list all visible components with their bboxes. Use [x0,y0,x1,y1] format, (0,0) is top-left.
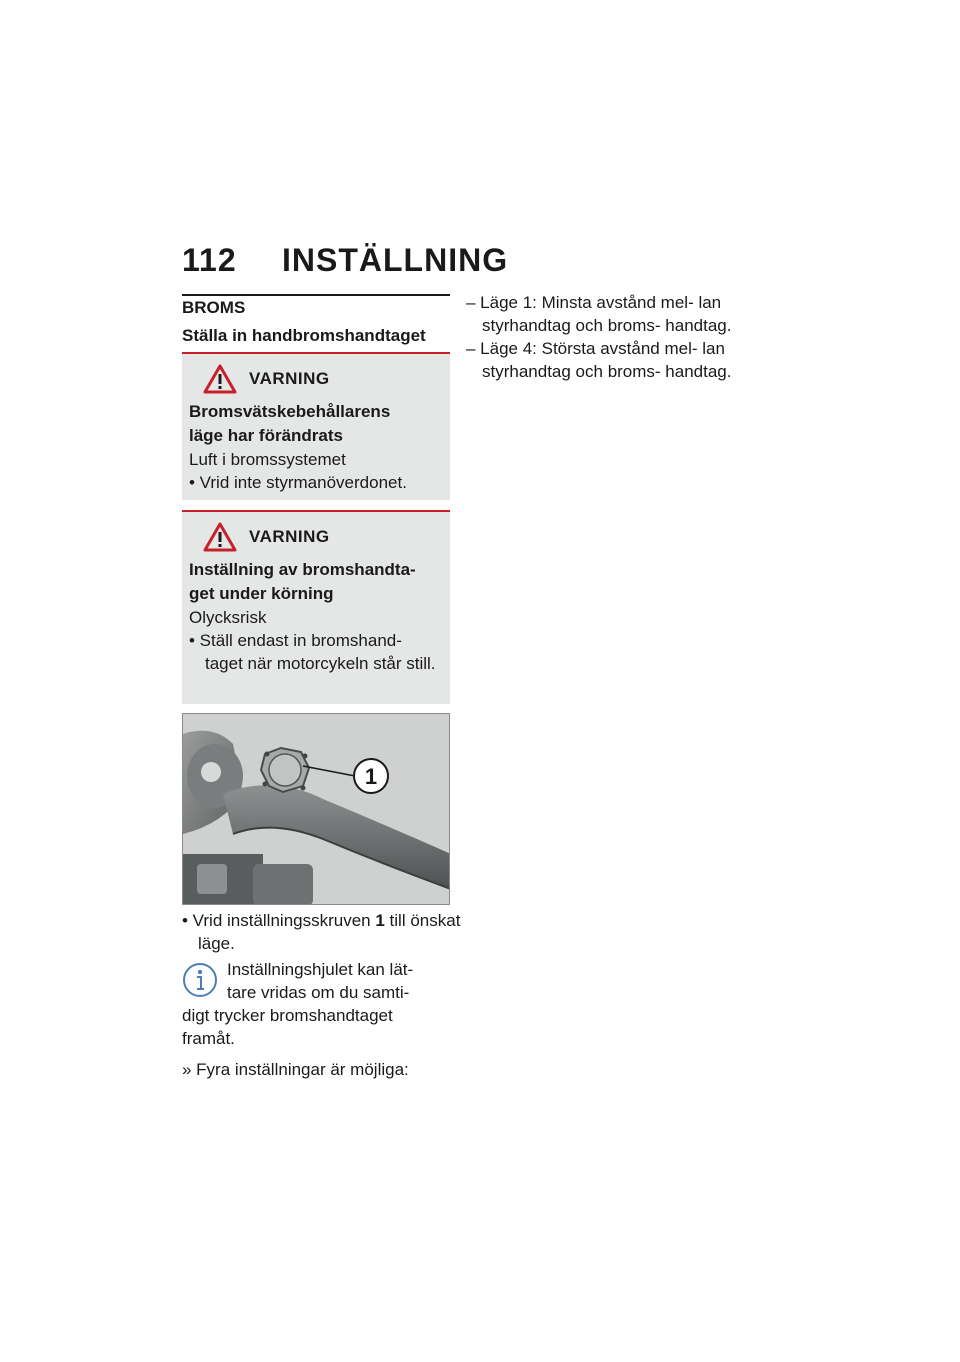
brake-lever-figure [182,713,450,905]
info-line: framåt. [182,1029,235,1048]
warning-bullet: • Vrid inte styrmanöverdonet. [189,473,407,492]
warning-bullet: • Ställ endast in bromshand- taget när motorcykeln står still. [189,631,436,673]
instruction-suffix: till önskat läge. [198,911,461,953]
warning-title-line: Inställning av bromshandta- [189,560,416,579]
subsection-title: Ställa in handbromshandtaget [182,326,426,345]
warning-text: Luft i bromssystemet [189,450,346,469]
warning-triangle-icon [203,522,237,552]
section-rule [182,294,450,296]
option-item: – Läge 4: Största avstånd mel- lan styrhandtag och broms- handtag. [466,339,732,381]
instruction-prefix: • Vrid inställningsskruven [182,911,376,930]
options-list [466,291,732,383]
brake-lever-illustration [183,714,450,905]
instruction-ref: 1 [375,911,385,930]
warning-label: VARNING [249,527,330,546]
option-item: – Läge 1: Minsta avstånd mel- lan styrhandtag och broms- handtag. [466,293,732,335]
info-line: tare vridas om du samti- [227,983,410,1002]
warning-box-1 [182,352,450,500]
warning-title-line: Bromsvätskebehållarens [189,402,391,421]
warning-title-line: get under körning [189,584,334,603]
info-line: Inställningshjulet kan lät- [227,960,414,979]
warning-box-2 [182,510,450,704]
instruction-step [182,909,466,955]
figure-callout-label: 1 [364,764,378,789]
result-line: » Fyra inställningar är möjliga: [182,1060,409,1079]
page-number: 112 [182,242,237,278]
chapter-title: INSTÄLLNING [282,242,509,278]
warning-label: VARNING [249,369,330,388]
warning-text: Olycksrisk [189,608,267,627]
info-icon [182,962,218,998]
info-line: digt trycker bromshandtaget [182,1006,393,1025]
warning-title-line: läge har förändrats [189,426,343,445]
section-title: BROMS [182,298,246,317]
warning-triangle-icon [203,364,237,394]
